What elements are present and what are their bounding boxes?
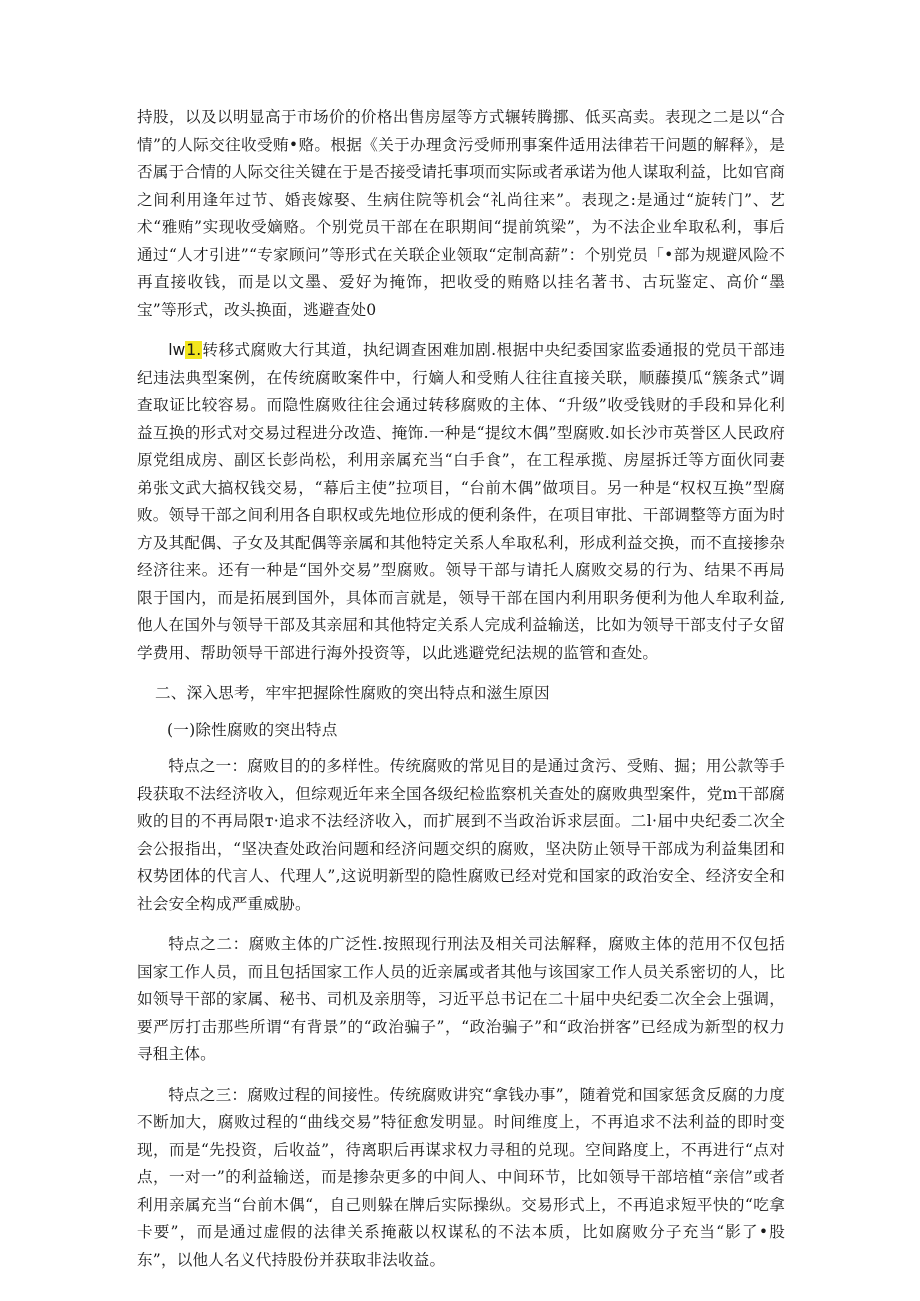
paragraph-transfer-corruption-text: 转移式腐败大行其道，执纪调查困难加剧.根据中央纪委国家监委通报的党员干部违纪违法典型案例，在传统腐畋案件中，行嫡人和受贿人往往直接关联，顺藤摸瓜“簇条式”调查取证比较容易。而隐性腐败往往会通过转移腐败的主体、“升级”收受钱财的手段和异化利益互换的形式对交易过程进分改造、掩饰.一种是“提纹木偶”型腐败.如长沙市英誉区人民政府原党组成房、副区长彭尚松，利用亲属充当“白手食”，在工程承揽、房屋拆迁等方面伙同妻弟张文武大搞权钱交易，“幕后主使”拉项目，“台前木偶”做项目。另一种是“权权互换”型腐败。领导干部之间利用各自职权或先地位形成的便利条件，在项目审批、干部调整等方面为时方及其配偶、子女及其配偶等亲属和其他特定关系人牟取私利，形成利益交换，而不直接掺杂经济往来。还有一种是“国外交易”型腐败。领导干部与请托人腐败交易的行为、结果不再局限于国内，而是拓展到国外，具体而言就是，领导干部在国内利用职务便利为他人牟取利益,他人在国外与领导干部及其亲屈和其他特定关系人完成利益输送，比如为领导干部支付子女留学费用、帮助领导干部进行海外投资等，以此逃避党纪法规的监管和查处。 [137,341,785,662]
highlighted-list-number: 1. [186,341,202,359]
section-heading: 二、深入思考，牢牢把握除性腐败的突出特点和滋生原因 [155,684,550,702]
subsection-heading: (一)除性腐败的突出特点 [167,720,338,739]
paragraph-feature-three: 特点之三：腐败过程的间接性。传统腐败讲究“拿钱办事”，随着党和国家惩贪反腐的力度不断加大，腐败过程的“曲线交易”特征愈发明显。时间维度上，不再追求不法利益的即时变现，而是“先投资，后收益”，待离职后再谋求权力寻租的兑现。空间路度上，不再进行“点对点，一对一”的利益输送，而是掺杂更多的中间人、中间环节，比如领导干部培植“亲信”或者利用亲属充当“台前木偶“，自己则躲在牌后实际操纵。交易形式上，不再追求短平快的“吃拿卡要”，而是通过虚假的法律关系掩蔽以权谋私的不法本质，比如腐败分子充当“影了•股东”，以他人名义代持股份并获取非法收益。 [137,1085,785,1269]
paragraph-transfer-corruption [137,337,785,667]
paragraph-feature-two: 特点之二：腐败主体的广泛性.按照现行刑法及相关司法解释，腐败主体的范用不仅包括国家工作人员，而且包括国家工作人员的近亲属或者其他与该国家工作人员关系密切的人，比如领导干部的家属、秘书、司机及亲朋等，习近平总书记在二十届中央纪委二次全会上强调，要严厉打击那些所谓“有背景”的“政治骗子”，“政治骗子”和“政治拼客”已经成为新型的权力寻租主体。 [137,935,785,1063]
paragraph-bribery-forms: 持股，以及以明显高于市场价的价格出售房屋等方式辗转腾挪、低买高卖。表现之二是以“合情”的人际交往收受贿•赂。根据《关于办理贪污受师刑事案件适用法律若干问题的解释》，是否属于合情的人际交往关键在于是否接受请托事项而实际或者承诺为他人谋取利益，比如官商之间利用逢年过节、婚丧嫁娶、生病住院等机会“礼尚往来”。表现之:是通过“旋转门”、艺术“雅贿”实现收受嫡赂。个别党员干部在在职期间“提前筑梁”，为不法企业牟取私利，事后通过“人才引进”“专家顾问”等形式在关联企业领取“定制高薪”：个别党员「•部为规避风险不再直接收钱，而是以文墨、爱好为掩饰，把收受的贿赂以挂名著书、古玩鉴定、高价“墨宝”等形式，改头换面，逃避查处0 [137,108,785,319]
list-marker-prefix: lw [168,341,186,359]
document-page [137,104,785,1287]
paragraph-feature-one: 特点之一：腐败目的的多样性。传统腐败的常见目的是通过贪污、受贿、掘；用公款等手段获取不法经济收入，但综观近年来全国各级纪检监察机关查处的腐败典型案件，党m干部腐败的目的不再局限т·追求不法经济收入，而扩展到不当政治诉求层面。二l·届中央纪委二次全会公报指出，“坚决查处政治问题和经济问题交织的腐败，坚决防止领导干部成为利益集团和权势团体的代言人、代理人”,这说明新型的隐性腐败已经对党和国家的政治安全、经济安全和社会安全构成严重威胁。 [137,757,785,913]
